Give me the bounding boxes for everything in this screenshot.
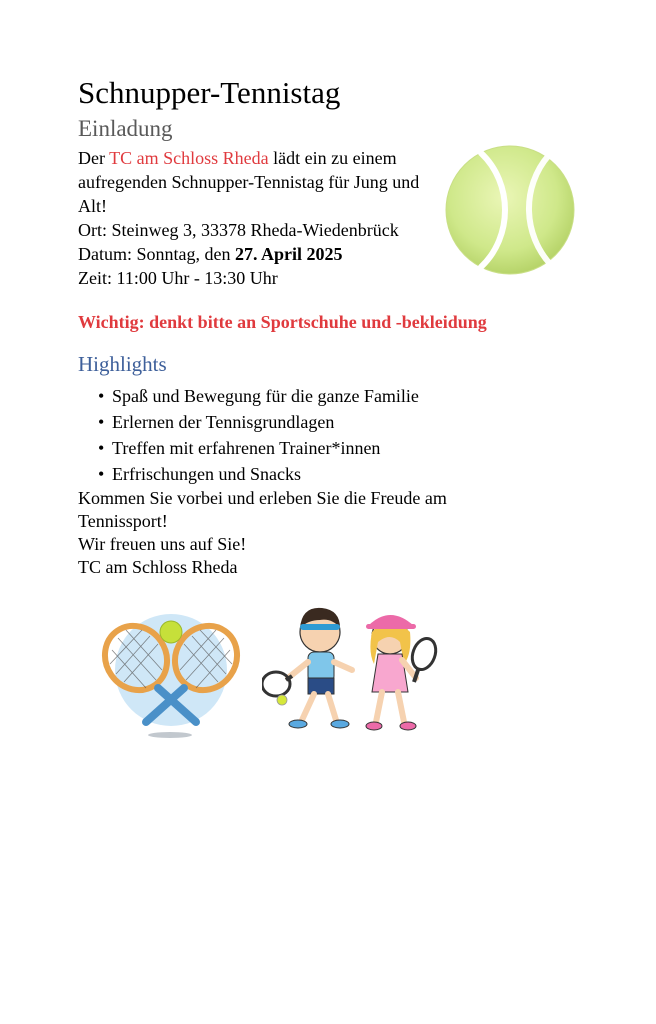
closing-signature: TC am Schloss Rheda — [78, 557, 238, 577]
list-item-text: Treffen mit erfahrenen Trainer*innen — [112, 438, 381, 458]
tennis-ball-icon — [443, 143, 577, 277]
crossed-rackets-icon — [96, 610, 246, 740]
location-line: Ort: Steinweg 3, 33378 Rheda-Wiedenbrück — [78, 220, 399, 240]
intro-paragraph — [78, 146, 440, 218]
highlights-list — [98, 383, 419, 487]
bullet: • — [98, 412, 105, 432]
bullet: • — [98, 386, 105, 406]
intro-rest: lädt ein zu einem aufregenden Schnupper-Tennistag für Jung und Alt! — [78, 148, 420, 216]
list-item — [98, 383, 419, 409]
closing-line: Wir freuen uns auf Sie! — [78, 534, 247, 554]
highlights-heading: Highlights — [78, 352, 167, 376]
list-item — [98, 409, 419, 435]
list-item — [98, 461, 419, 487]
list-item-text: Spaß und Bewegung für die ganze Familie — [112, 386, 419, 406]
bullet: • — [98, 438, 105, 458]
club-name: TC am Schloss Rheda — [109, 148, 269, 168]
list-item-text: Erlernen der Tennisgrundlagen — [112, 412, 335, 432]
date-line — [78, 242, 343, 266]
important-note: Wichtig: denkt bitte an Sportschuhe und -bekleidung — [78, 312, 487, 332]
date-value: 27. April 2025 — [234, 244, 343, 264]
closing-line: Kommen Sie vorbei und erleben Sie die Freude am Tennissport! — [78, 488, 447, 531]
closing-text — [78, 487, 538, 579]
list-item — [98, 435, 419, 461]
list-item-text: Erfrischungen und Snacks — [112, 464, 301, 484]
intro-prefix: Der — [78, 148, 110, 168]
kids-playing-tennis-illustration — [262, 592, 442, 762]
date-prefix: Datum: Sonntag, den — [78, 244, 235, 264]
page-subtitle: Einladung — [78, 116, 173, 141]
bullet: • — [98, 464, 105, 484]
time-line: Zeit: 11:00 Uhr - 13:30 Uhr — [78, 268, 278, 288]
page-title: Schnupper-Tennistag — [78, 75, 341, 110]
